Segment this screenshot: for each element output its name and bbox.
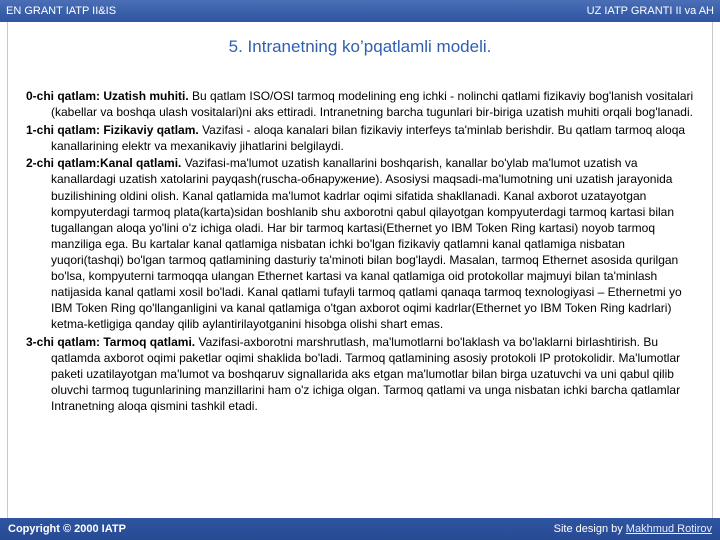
paragraph-layer-1 bbox=[26, 122, 696, 154]
header-bar bbox=[0, 0, 720, 22]
header-right-text: UZ IATP GRANTI II va AH bbox=[586, 5, 714, 17]
paragraph-layer-3 bbox=[26, 334, 696, 414]
paragraph-layer-2 bbox=[26, 155, 696, 332]
paragraph-heading: 3-chi qatlam: Tarmoq qatlami. bbox=[26, 334, 196, 349]
designer-link[interactable]: Makhmud Rotirov bbox=[625, 523, 712, 535]
paragraph-heading: 0-chi qatlam: Uzatish muhiti. bbox=[26, 89, 189, 103]
paragraph-heading: 2-chi qatlam:Kanal qatlami. bbox=[26, 156, 182, 171]
paragraph-text: Bu qatlam ISO/OSI tarmoq modelining eng ichki - nolinchi qatlami fizikaviy bog'lanish vositalari (kabellar va boshqa ulash vositalari)ni aks ettiradi. Intranetning barcha tugunlari bir-biriga uzatish muhiti orqali bog'lanadi. bbox=[51, 89, 694, 120]
footer-credit-prefix: Site design by bbox=[553, 523, 626, 535]
header-left-text: EN GRANT IATP II&IS bbox=[6, 5, 117, 17]
footer-credit bbox=[554, 518, 712, 540]
footer-bar bbox=[0, 518, 720, 540]
paragraph-text: Vazifasi-axborotni marshrutlash, ma'lumotlarni bo'laklash va bo'laklarni birlashtirish. Bu qatlamda axborot oqimi paketlar oqimi shaklida bo'ladi. Tarmoq qatlamining asosiy protokoli IP protokolidir. Ma'lumotlar paketi uzatilayotgan ma'lumot va boshqaruv signallarida aks etgan ma'lumotlar bilan birga uzatuvchi va uni qabul qilib oluvchi tarmoq tugunlarining manzillarini ham o'z ichiga olgan. Tarmoq qatlami va unga nisbatan ichki barcha qatlamlar Intranetning aloqa qismini tashkil etadi. bbox=[51, 334, 681, 414]
slide-content bbox=[26, 88, 696, 416]
slide-title: 5. Intranetning ko’pqatlamli modeli. bbox=[228, 37, 492, 56]
paragraph-text: Vazifasi-ma'lumot uzatish kanallarini boshqarish, kanallar bo'ylab ma'lumot uzatish va kanallardagi uzatish xatolarini payqash(ruscha-обнаружение). Asosiysi maqsadi-ma'lumotning uni uzatish jarayonida buzilishining oldini olish. Kanal qatlamida ma'lumot kadrlar oqimi sifatida shakllanadi. Kanal axborot uzatayotgan kompyuterdagi tarmoq plata(karta)sidan boshlanib shu axborotni qabul qilayotgan kompyuterdagi tarmoq kartasi bilan tugallangan aloqa yo'lini o'z ichiga oladi. Har bir tarmoq kartasi(Ethernet yo IBM Token Ring kartasi) noyob tarmoq manziliga ega. Bu kartalar kanal qatlamiga nisbatan ichki bo'lgan fizikaviy qatlamni kanal qatlamiga nisbatan yuqori(tashqi) bo'lgan tarmoq qatlamining dasturiy ta'minoti bilan bog'laydi. Masalan, tarmoq Ethernet asosida qurilgan bo'lsa, kompyuterni tarmoqqa ulangan Ethernet kartasi va kanal qatlamiga oid protokollar majmuyi bilan ta'minlash natijasida kanal qatlami xosil bo'ladi. Kanal qatlami tufayli tarmoq qatlami qanaqa tarmoq texnologiyasi – Ethernetmi yo IBM Token Ring qo'llanganligini va kanal qatlamiga o'tgan axborot oqimi kadrlar(Ethernet yo IBM Token Ring kadrlari) ketma-ketligiga qanday qilib aylantirilayotganini hisobga olishi shart emas. bbox=[51, 156, 682, 332]
paragraph-text: Vazifasi - aloqa kanalari bilan fizikaviy interfeys ta'minlab berishdir. Bu qatlam tarmoq aloqa kanallarining elektr va mexanikaviy jihatlarini belgilaydi. bbox=[51, 122, 686, 153]
paragraph-heading: 1-chi qatlam: Fizikaviy qatlam. bbox=[26, 122, 199, 137]
paragraph-layer-0 bbox=[26, 88, 696, 120]
footer-copyright: Copyright © 2000 IATP bbox=[8, 523, 126, 535]
